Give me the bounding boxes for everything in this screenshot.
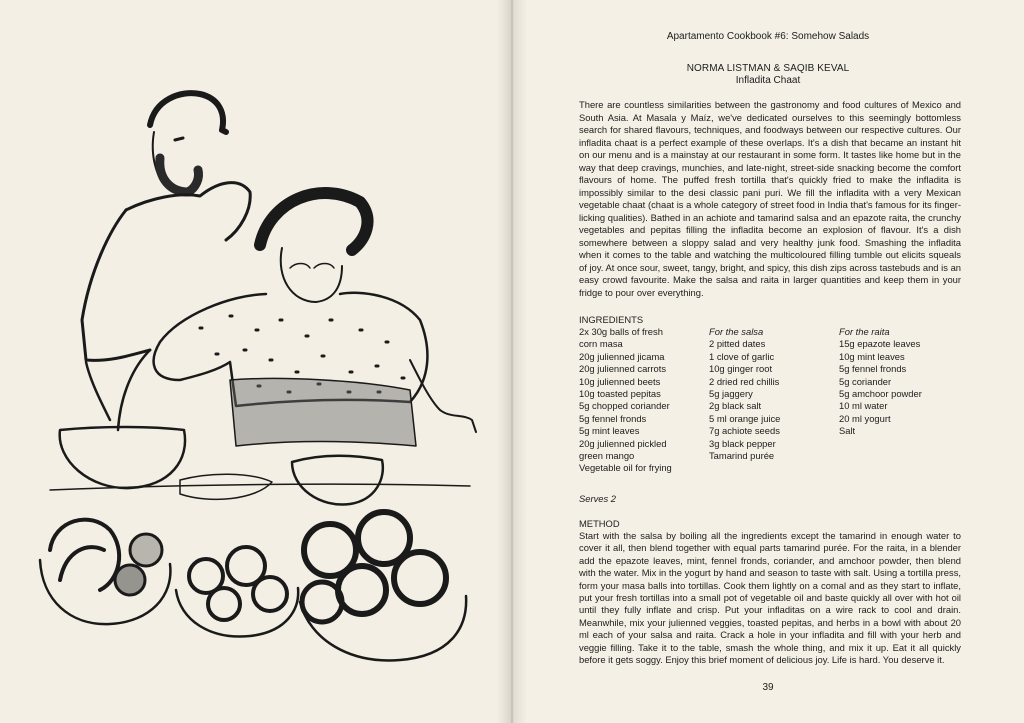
fruit-2 xyxy=(115,565,145,595)
ingredient-item: corn masa xyxy=(579,338,623,350)
ingredient-item: 20g julienned carrots xyxy=(579,363,667,375)
salsa-item: 2g black salt xyxy=(709,400,762,412)
salsa-list xyxy=(709,326,834,462)
fruit-9 xyxy=(394,552,446,604)
salsa-item: 10g ginger root xyxy=(709,363,773,375)
salsa-item: 2 dried red chillis xyxy=(709,375,780,387)
salsa-item: Tamarind purée xyxy=(709,450,775,462)
fruit-bowl-left xyxy=(40,560,170,624)
man-arm-2 xyxy=(86,362,110,420)
cooking-illustration xyxy=(30,80,480,670)
ingredient-item: 20g julienned jicama xyxy=(579,350,665,362)
raita-item: 10 ml water xyxy=(839,400,888,412)
bowl-right xyxy=(292,456,383,505)
raita-item: 10g mint leaves xyxy=(839,350,905,362)
raita-item: 20 ml yogurt xyxy=(839,412,891,424)
ingredients-heading: INGREDIENTS xyxy=(579,314,644,325)
raita-item: 5g coriander xyxy=(839,375,892,387)
method-heading: METHOD xyxy=(579,518,620,529)
salsa-item: 1 clove of garlic xyxy=(709,350,775,362)
bananas xyxy=(50,520,119,590)
woman-face xyxy=(281,248,342,302)
bowl-left xyxy=(60,427,185,488)
salsa-item: 5g jaggery xyxy=(709,388,753,400)
salsa-item: 5 ml orange juice xyxy=(709,412,781,424)
ingredient-item: 10g toasted pepitas xyxy=(579,388,661,400)
running-head: Apartamento Cookbook #6: Somehow Salads xyxy=(666,31,870,42)
salsa-heading: For the salsa xyxy=(709,326,764,337)
man-arm xyxy=(118,350,150,430)
ingredient-item: Vegetable oil for frying xyxy=(579,462,672,474)
raita-item: 5g fennel fronds xyxy=(839,363,907,375)
ingredient-item: 5g chopped coriander xyxy=(579,400,670,412)
raita-item: 5g amchoor powder xyxy=(839,388,922,400)
recipe-authors: NORMA LISTMAN & SAQIB KEVAL xyxy=(686,63,850,74)
fruit-11 xyxy=(302,582,342,622)
ingredient-item: green mango xyxy=(579,450,635,462)
raita-list xyxy=(839,326,964,438)
ingredients-main-list xyxy=(579,326,704,475)
page-number: 39 xyxy=(762,682,774,693)
ingredient-item: 5g fennel fronds xyxy=(579,412,647,424)
ingredient-item: 2x 30g balls of fresh xyxy=(579,326,663,337)
intro-paragraph: There are countless similarities between the gastronomy and food cultures of Mexico and South Asia. At Masala y Maíz, we've dedicated ourselves to this seemingly bottomless search for shared flavours, techniques, and foodways between our respective cultures. Our infladita chaat is a perfect example of these overlaps. It's a dish that became an instant hit on our menu and is a mainstay at our restaurant in some form. It tastes like home but in the way that deep cravings, munchies, and late-night, street-side snacking become the comfort flavours of home. The puffed fresh tortilla that's quickly fried to make the infladita is impossibly similar to the desi classic pani puri. We fill the infladita with a very Mexican vegetable chaat (chaat is a whole category of street food in India that's famous for its finger-licking qualities). Bathed in an achiote and tamarind salsa and an epazote raita, the crunchy vegetables and pepitas filling the infladita become an explosion of flavour. It's a dish somewhere between a sloppy salad and very healthy junk food. Smashing the infladita when it comes to the table and watching the multicoloured filling tumble out elicits squeals of joy. At once sour, sweet, tangy, bright, and spicy, this dish zips across tastebuds and is an easy crowd favourite. Make the salsa and raita in larger quantities and keep them in your fridge to pour over everything. xyxy=(579,99,961,298)
fruit-10 xyxy=(338,566,386,614)
raita-heading: For the raita xyxy=(839,326,890,337)
fruit-6 xyxy=(208,588,240,620)
ingredient-item: 10g julienned beets xyxy=(579,375,661,387)
serves-note: Serves 2 xyxy=(579,493,616,504)
method-paragraph: Start with the salsa by boiling all the ingredients except the tamarind in enough water to cover it all, then blend together with equal parts tamarind purée. For the raita, in a blender add the epazote leaves, mint, fennel fronds, coriander, and amchoor powder, then blend with the water. Mix in the yogurt by hand and season to taste with salt. Using a tortilla press, form your masa balls into tortillas. Cook them lightly on a comal and as they start to inflate, put your fresh tortillas into a small pot of vegetable oil and baste quickly all over with hot oil until they fully inflate and crisp. Put your infladitas on a wire rack to cool and drain. Meanwhile, mix your julienned veggies, toasted pepitas, and herbs in a bowl with about 20 ml each of your salsa and raita. Crack a hole in your infladita and fill with your herb and veggie filling. Take it to the table, smash the whole thing, and mix it up. Eat it all quickly before it gets soggy. Enjoy this brief moment of delicious joy. Life is hard. You deserve it. xyxy=(579,530,961,666)
fruit-1 xyxy=(130,534,162,566)
recipe-title: Infladita Chaat xyxy=(735,75,801,86)
ingredient-item: 20g julienned pickled xyxy=(579,437,667,449)
raita-item: Salt xyxy=(839,425,856,437)
man-eye xyxy=(175,138,183,140)
woman-skirt xyxy=(230,378,416,446)
man-beard xyxy=(160,158,199,192)
woman-arm-right xyxy=(410,360,476,432)
fruit-5 xyxy=(253,577,287,611)
salsa-item: 7g achiote seeds xyxy=(709,425,780,437)
raita-item: 15g epazote leaves xyxy=(839,338,921,350)
woman-glasses xyxy=(290,264,334,269)
book-gutter xyxy=(497,0,527,723)
man-cap xyxy=(150,93,226,132)
salsa-item: 2 pitted dates xyxy=(709,338,766,350)
salsa-item: 3g black pepper xyxy=(709,437,776,449)
plate-center xyxy=(180,474,272,499)
ingredient-item: 5g mint leaves xyxy=(579,425,640,437)
woman-hair xyxy=(260,193,368,250)
man-torso xyxy=(82,210,150,360)
